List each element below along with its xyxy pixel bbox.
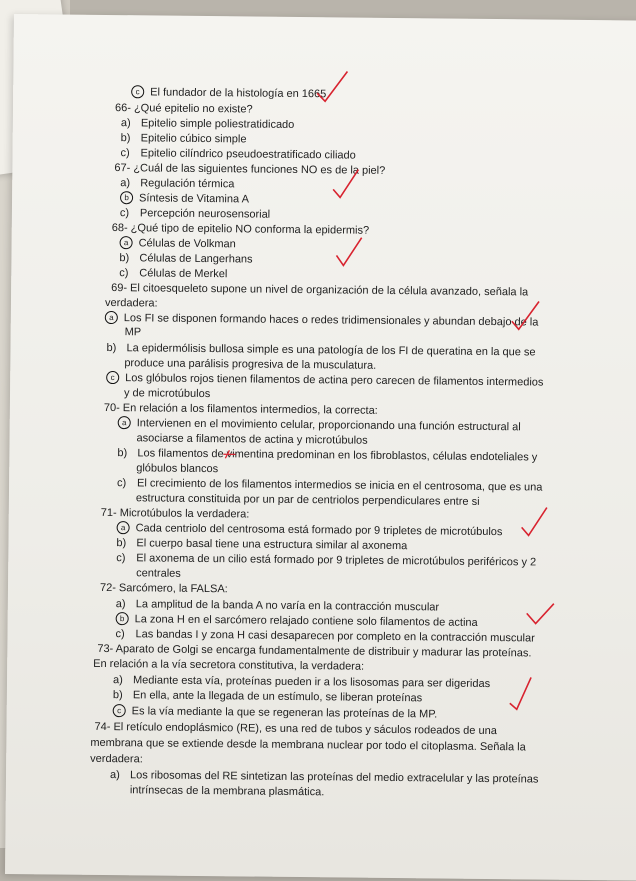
q72-option-a: a) La amplitud de la banda A no varía en la contracción muscular — [115, 598, 440, 614]
q74-title-cont: membrana que se extiende desde la membrana nuclear por todo el citoplasma. Señala la — [90, 736, 526, 754]
q70-option-c: c) El crecimiento de los filamentos intermedios se inicia en el centrosoma, que es una — [117, 477, 543, 494]
q74-title-cont-2: verdadera: — [90, 752, 143, 766]
q71-option-c-cont: centrales — [136, 567, 181, 580]
q68-option-b: b) Células de Langerhans — [119, 252, 253, 266]
q73-title-cont: En relación a la vía secretora constitutiva, la verdadera: — [93, 657, 365, 673]
q69-option-b: b) La epidermólisis bullosa simple es una patología de los FI de queratina en la que se — [106, 341, 536, 359]
q69-option-c-cont: y de microtúbulos — [123, 387, 211, 401]
q67-option-b: b Síntesis de Vitamina A — [120, 191, 249, 206]
q72-option-c: c) Las bandas I y zona H casi desaparecen por completo en la contracción muscular — [115, 628, 535, 645]
q69-option-a: a Los FI se disponen formando haces o redes tridimensionales y abundan debajo de la — [105, 311, 539, 330]
q70-title: 70- En relación a los filamentos intermedios, la correcta: — [103, 401, 378, 417]
q71-option-c: c) El axonema de un cilio está formado por 9 tripletes de microtúbulos periféricos y 2 — [116, 552, 537, 569]
q66-option-b: b) Epitelio cúbico simple — [120, 132, 247, 146]
q69-title: 69- El citoesqueleto supone un nivel de organización de la célula avanzado, señala la — [111, 282, 529, 299]
circled-letter: c — [131, 85, 144, 98]
q72-title: 72- Sarcómero, la FALSA: — [99, 581, 228, 596]
q70-option-a: a Intervienen en el movimiento celular, proporcionando una función estructural al — [118, 416, 521, 434]
q66-option-a: a) Epitelio simple poliestratidicado — [120, 117, 295, 131]
check-mark-icon — [507, 675, 537, 715]
q71-option-a: a Cada centriolo del centrosoma está formado por 9 tripletes de microtúbulos — [117, 521, 503, 539]
q70-option-b: b) Los filamentos de vimentina predominan en los fibroblastos, células endoteliales y — [117, 447, 538, 464]
q74-option-a-cont: intrínsecas de la membrana plasmática. — [129, 784, 325, 799]
q68-option-c: c) Células de Merkel — [119, 267, 228, 281]
q69-option-b-cont: produce una parálisis progresiva de la musculatura. — [124, 357, 377, 372]
q69-option-a-cont: MP — [124, 326, 142, 339]
q69-option-c: c Los glóbulos rojos tienen filamentos de actina pero carecen de filamentos intermedios — [106, 371, 543, 390]
q71-title: 71- Microtúbulos la verdadera: — [100, 506, 250, 521]
q68-option-a: a Células de Volkman — [120, 236, 236, 251]
check-mark-icon — [519, 505, 551, 541]
q70-option-b-cont: glóbulos blancos — [136, 462, 219, 476]
check-mark-icon — [333, 235, 365, 271]
q69-title-cont: verdadera: — [104, 296, 158, 310]
q65-option-c: c El fundador de la histología en 1665 — [131, 85, 326, 101]
q66-title: 66- ¿Qué epitelio no existe? — [114, 102, 253, 116]
q68-title: 68- ¿Qué tipo de epitelio NO conforma la epidermis? — [111, 222, 370, 237]
q73-option-b: b) En ella, ante la llegada de un estímulo, se liberan proteínas — [112, 689, 423, 705]
q74-option-a: a) Los ribosomas del RE sintetizan las proteínas del medio extracelular y las proteínas — [109, 769, 539, 786]
q73-title: 73- Aparato de Golgi se encarga fundamentalmente de distribuir y madurar las proteínas. — [97, 642, 532, 660]
q74-title: 74- El retículo endoplásmico (RE), es una red de tubos y sáculos rodeados de una — [94, 720, 497, 738]
q73-option-a: a) Mediante esta vía, proteínas pueden ir a los lisosomas para ser digeridas — [112, 674, 491, 691]
q67-title: 67- ¿Cuál de las siguientes funciones NO es de la piel? — [114, 162, 386, 177]
q70-option-a-cont: asociarse a filamentos de actina y microtúbulos — [136, 432, 368, 447]
q73-option-c: c Es la vía mediante la que se regeneran las proteínas de la MP. — [113, 704, 438, 721]
q67-option-a: a) Regulación térmica — [120, 177, 235, 191]
q70-option-c-cont: estructura constituida por un par de centriolos perpendiculares entre si — [135, 492, 480, 508]
exam-sheet — [5, 14, 636, 881]
check-mark-icon — [524, 599, 558, 629]
q66-option-c: c) Epitelio cilíndrico pseudoestratificado ciliado — [120, 147, 356, 162]
q72-option-b: b La zona H en el sarcómero relajado contiene solo filamentos de actina — [116, 612, 478, 630]
q67-option-c: c) Percepción neurosensorial — [119, 207, 271, 221]
q71-option-b: b) El cuerpo basal tiene una estructura similar al axonema — [116, 537, 408, 553]
